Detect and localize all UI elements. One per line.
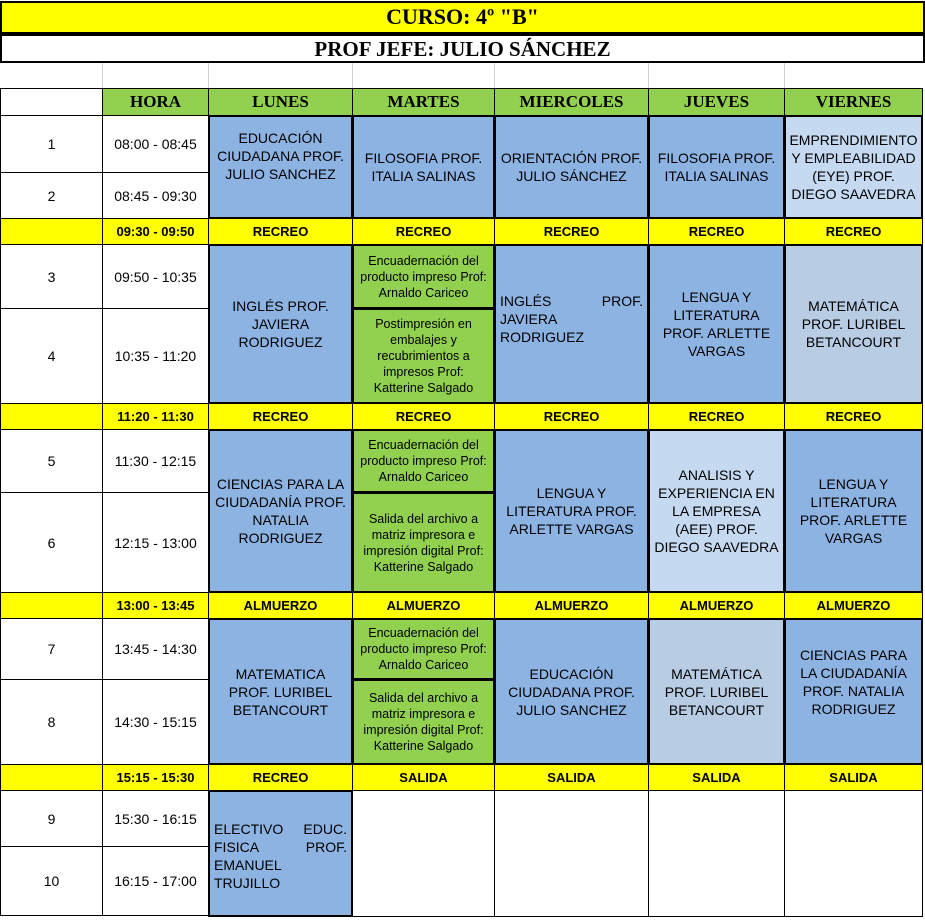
break-cell: RECREO [208,218,353,245]
break-blank [0,592,103,619]
period-number: 10 [0,846,103,916]
class-viernes-b3: LENGUA Y LITERATURA PROF. ARLETTE VARGAS [784,429,923,593]
period-time: 14:30 - 15:15 [102,679,209,765]
break-cell: ALMUERZO [784,592,923,619]
grid-line [648,62,649,88]
break-time: 13:00 - 13:45 [102,592,209,619]
class-viernes-b4: CIENCIAS PARA LA CIUDADANÍA PROF. NATALIA RODRIGUEZ [784,618,923,765]
break-time: 15:15 - 15:30 [102,764,209,791]
break-cell: RECREO [648,218,785,245]
class-jueves-b3: ANALISIS Y EXPERIENCIA EN LA EMPRESA (AEE) PROF. DIEGO SAAVEDRA [648,429,785,593]
period-time: 08:00 - 08:45 [102,115,209,173]
break-cell: SALIDA [352,764,495,791]
class-lunes-b5 [208,790,353,917]
break-cell: RECREO [208,403,353,430]
break-cell: ALMUERZO [494,592,649,619]
class-miercoles-b1: ORIENTACIÓN PROF. JULIO SÁNCHEZ [494,115,649,219]
period-time: 12:15 - 13:00 [102,492,209,593]
header-martes: MARTES [352,88,495,116]
break-blank [0,218,103,245]
header-miercoles: MIERCOLES [494,88,649,116]
head-teacher: PROF JEFE: JULIO SÁNCHEZ [0,34,925,63]
break-cell: RECREO [494,403,649,430]
class-martes-b3-top: Encuadernación del producto impreso Prof: Arnaldo Cariceo [352,429,495,493]
period-number: 2 [0,172,103,219]
class-miercoles-b2 [494,244,649,404]
period-time: 11:30 - 12:15 [102,429,209,493]
grid-line [494,62,495,88]
class-jueves-b2: LENGUA Y LITERATURA PROF. ARLETTE VARGAS [648,244,785,404]
class-martes-b4-top: Encuadernación del producto impreso Prof: Arnaldo Cariceo [352,618,495,680]
class-martes-b2-bottom: Postimpresión en embalajes y recubrimientos a impresos Prof: Katterine Salgado [352,308,495,404]
period-number: 6 [0,492,103,593]
class-lunes-b1: EDUCACIÓN CIUDADANA PROF. JULIO SANCHEZ [208,115,353,219]
grid-line [208,62,209,88]
class-lunes-b2: INGLÉS PROF. JAVIERA RODRIGUEZ [208,244,353,404]
break-cell: RECREO [784,403,923,430]
grid-line [784,62,785,88]
break-cell: SALIDA [494,764,649,791]
period-number: 5 [0,429,103,493]
break-time: 11:20 - 11:30 [102,403,209,430]
class-jueves-b4: MATEMÁTICA PROF. LURIBEL BETANCOURT [648,618,785,765]
header-lunes: LUNES [208,88,353,116]
class-martes-b2-top: Encuadernación del producto impreso Prof: Arnaldo Cariceo [352,244,495,309]
break-cell: RECREO [784,218,923,245]
break-cell: ALMUERZO [208,592,353,619]
class-text: INGLÉS PROF. JAVIERA RODRIGUEZ [500,293,643,345]
period-time: 10:35 - 11:20 [102,308,209,404]
class-viernes-b2: MATEMÁTICA PROF. LURIBEL BETANCOURT [784,244,923,404]
class-martes-b4-bottom: Salida del archivo a matriz impresora e impresión digital Prof: Katterine Salgado [352,679,495,765]
empty-cell [352,790,495,917]
class-viernes-b1: EMPRENDIMIENTO Y EMPLEABILIDAD (EYE) PROF. DIEGO SAAVEDRA [784,115,923,219]
break-cell: ALMUERZO [648,592,785,619]
break-cell: RECREO [352,218,495,245]
period-time: 09:50 - 10:35 [102,244,209,309]
course-title: CURSO: 4º "B" [0,1,925,34]
break-cell: SALIDA [648,764,785,791]
class-miercoles-b3: LENGUA Y LITERATURA PROF. ARLETTE VARGAS [494,429,649,593]
break-cell: SALIDA [784,764,923,791]
header-jueves: JUEVES [648,88,785,116]
break-blank [0,403,103,430]
class-lunes-b4: MATEMATICA PROF. LURIBEL BETANCOURT [208,618,353,765]
class-martes-b1: FILOSOFIA PROF. ITALIA SALINAS [352,115,495,219]
period-number: 3 [0,244,103,309]
break-cell: RECREO [648,403,785,430]
break-blank [0,764,103,791]
break-time: 09:30 - 09:50 [102,218,209,245]
class-martes-b3-bottom: Salida del archivo a matriz impresora e impresión digital Prof: Katterine Salgado [352,492,495,593]
class-text: ELECTIVO EDUC. FISICA PROF. EMANUEL TRUJILLO [214,820,347,891]
period-number: 1 [0,115,103,173]
header-viernes: VIERNES [784,88,923,116]
header-hora: HORA [102,88,209,116]
break-cell: ALMUERZO [352,592,495,619]
grid-line [102,62,103,88]
period-time: 15:30 - 16:15 [102,790,209,847]
break-cell: RECREO [208,764,353,791]
break-cell: RECREO [352,403,495,430]
class-miercoles-b4: EDUCACIÓN CIUDADANA PROF. JULIO SANCHEZ [494,618,649,765]
break-cell: RECREO [494,218,649,245]
period-time: 16:15 - 17:00 [102,846,209,916]
period-time: 13:45 - 14:30 [102,618,209,680]
period-number: 9 [0,790,103,847]
empty-cell [494,790,649,917]
class-jueves-b1: FILOSOFIA PROF. ITALIA SALINAS [648,115,785,219]
grid-line [352,62,353,88]
period-number: 7 [0,618,103,680]
period-number: 4 [0,308,103,404]
period-time: 08:45 - 09:30 [102,172,209,219]
class-lunes-b3: CIENCIAS PARA LA CIUDADANÍA PROF. NATALIA RODRIGUEZ [208,429,353,593]
empty-cell [648,790,785,917]
period-number: 8 [0,679,103,765]
empty-cell [784,790,923,917]
corner-cell [0,88,103,116]
